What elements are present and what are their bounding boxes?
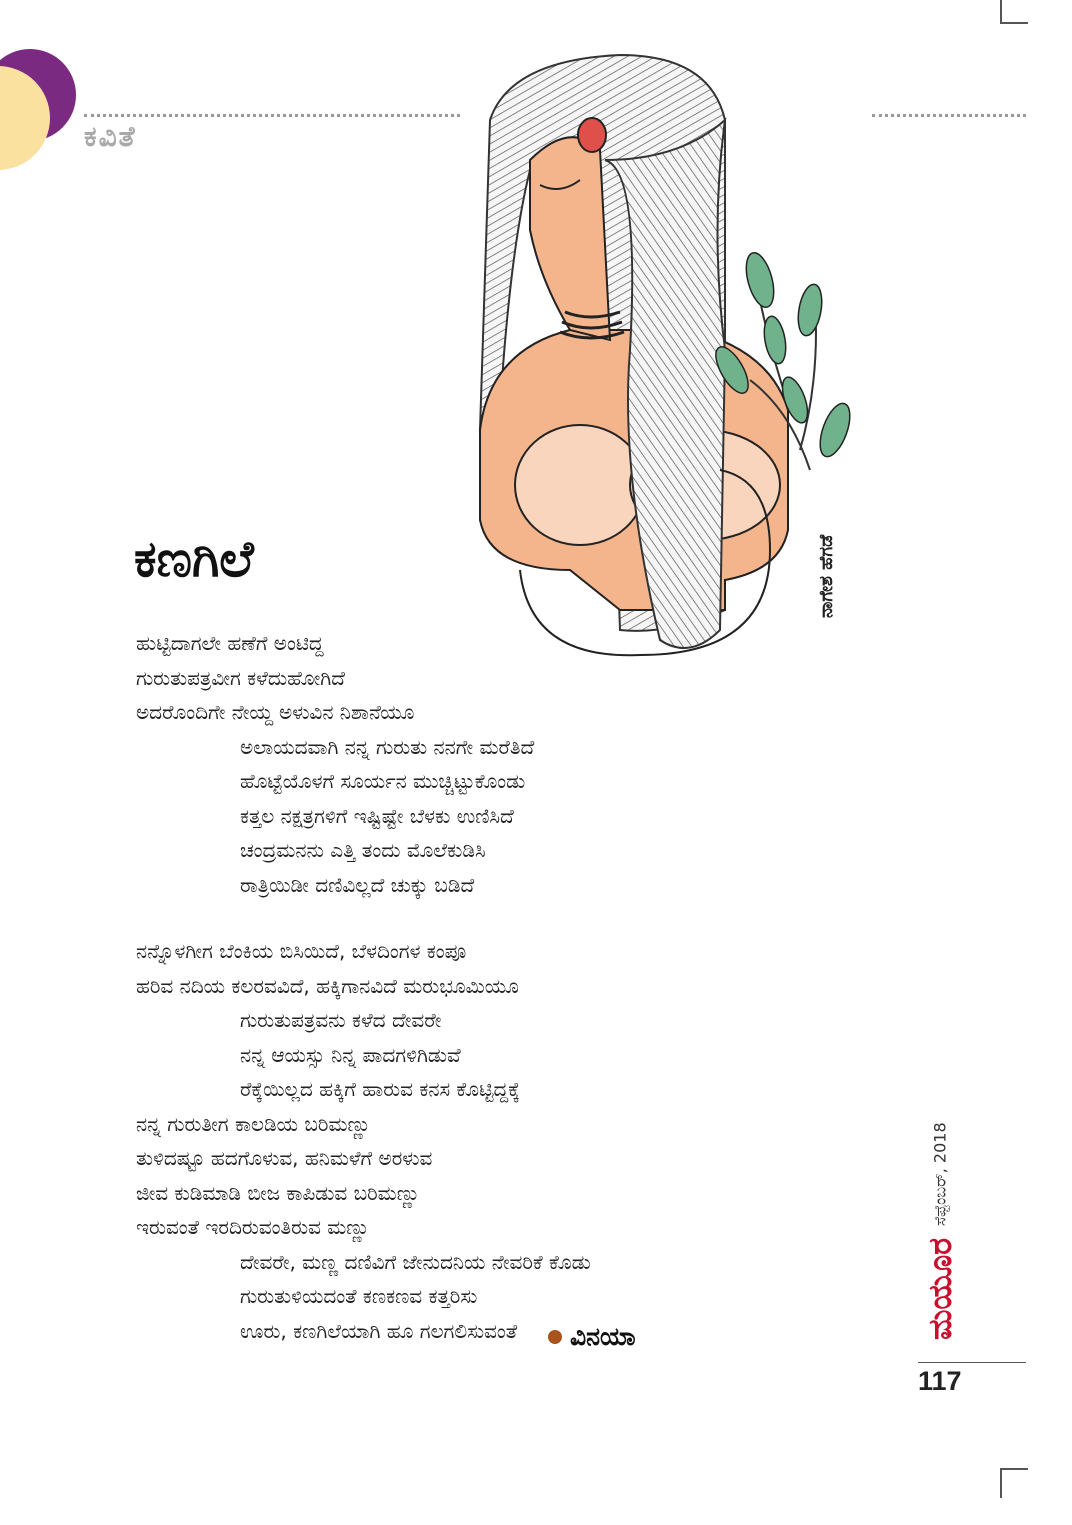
illustration <box>470 50 870 665</box>
poem-line: ಕತ್ತಲ ನಕ್ಷತ್ರಗಳಿಗೆ ಇಷ್ಟಿಷ್ಟೇ ಬೆಳಕು ಉಣಿಸಿದೆ <box>240 803 514 828</box>
poem-line: ಜೀವ ಕುಡಿಮಾಡಿ ಬೀಜ ಕಾಪಿಡುವ ಬರಿಮಣ್ಣು <box>136 1180 421 1205</box>
magazine-name: ಮಯೂರ <box>921 1237 959 1340</box>
stanza-gap <box>136 902 836 934</box>
page-number: 117 <box>918 1366 962 1396</box>
artist-credit: ನಾಗೇಶ ಹೆಗಡೆ <box>816 534 837 618</box>
poem-line: ಗುರುತುಪತ್ರವೀಗ ಕಳೆದುಹೋಗಿದೆ <box>136 665 345 690</box>
stanza-2 <box>136 934 836 1348</box>
stanza-1 <box>136 626 836 902</box>
author-name: ವಿನಯಾ <box>570 1322 636 1351</box>
poem-line: ಹರಿವ ನದಿಯ ಕಲರವವಿದೆ, ಹಕ್ಕಿಗಾನವಿದೆ ಮರುಭೂಮಿಯೂ <box>136 973 519 998</box>
poem-line: ಅದರೊಂದಿಗೇ ನೇಯ್ದ ಅಳುವಿನ ನಿಶಾನೆಯೂ <box>136 700 415 724</box>
poem-line: ಹೊಟ್ಟೆಯೊಳಗೆ ಸೂರ್ಯನ ಮುಚ್ಚಿಟ್ಟುಕೊಂಡು <box>240 769 526 793</box>
magazine-masthead <box>910 1068 970 1340</box>
poem-line: ನನ್ನೊಳಗೀಗ ಬೆಂಕಿಯ ಬಿಸಿಯಿದೆ, ಬೆಳದಿಂಗಳ ಕಂಪೂ <box>136 939 467 963</box>
header-rule-right <box>872 114 1026 117</box>
poem-line: ಅಲಾಯದವಾಗಿ ನನ್ನ ಗುರುತು ನನಗೇ ಮರೆತಿದೆ <box>240 734 535 759</box>
section-label: ಕವಿತೆ <box>84 120 137 153</box>
header-rule-left <box>84 114 460 117</box>
bullet-icon <box>548 1330 562 1344</box>
poem-line: ರೆಕ್ಕೆಯಿಲ್ಲದ ಹಕ್ಕಿಗೆ ಹಾರುವ ಕನಸ ಕೊಟ್ಟಿದ್ದಕ್ಕೆ <box>240 1077 520 1101</box>
poem-line: ಊರು, ಕಣಗಿಲೆಯಾಗಿ ಹೂ ಗಲಗಲಿಸುವಂತೆ <box>240 1318 518 1343</box>
poem-line: ರಾತ್ರಿಯಿಡೀ ದಣಿವಿಲ್ಲದೆ ಚುಕ್ಕು ಬಡಿದೆ <box>240 872 475 897</box>
poem-line: ದೇವರೇ, ಮಣ್ಣ ದಣಿವಿಗೆ ಜೇನುದನಿಯ ನೇವರಿಕೆ ಕೊಡು <box>240 1249 591 1274</box>
decorative-circles <box>0 0 90 200</box>
page-number-rule <box>918 1362 1026 1363</box>
poem-line: ಹುಟ್ಟಿದಾಗಲೇ ಹಣೆಗೆ ಅಂಟಿದ್ದ <box>136 631 324 655</box>
poem-author <box>548 1322 636 1352</box>
poem-body <box>136 626 836 1348</box>
crop-mark-top-right <box>1000 0 1028 24</box>
poem-line: ಗುರುತುಪತ್ರವನು ಕಳೆದ ದೇವರೇ <box>240 1008 442 1032</box>
crop-mark-bottom-right <box>1000 1468 1028 1498</box>
poem-line: ನನ್ನ ಆಯಸ್ಸು ನಿನ್ನ ಪಾದಗಳಿಗಿಡುವೆ <box>240 1042 461 1067</box>
issue-date: ಸೆಪ್ಟೆಂಬರ್, 2018 <box>930 1122 950 1226</box>
poem-line: ನನ್ನ ಗುರುತೀಗ ಕಾಲಡಿಯ ಬರಿಮಣ್ಣು <box>136 1111 371 1136</box>
poem-title: ಕಣಗಿಲೆ <box>134 530 254 588</box>
poem-line: ಇರುವಂತೆ ಇರದಿರುವಂತಿರುವ ಮಣ್ಣು <box>136 1215 370 1239</box>
poem-line: ತುಳಿದಷ್ಟೂ ಹದಗೊಳುವ, ಹನಿಮಳೆಗೆ ಅರಳುವ <box>136 1146 433 1170</box>
poem-line: ಚಂದ್ರಮನನು ಎತ್ತಿ ತಂದು ಮೊಲೆಕುಡಿಸಿ <box>240 838 486 862</box>
poem-line: ಗುರುತುಳಿಯದಂತೆ ಕಣಕಣವ ಕತ್ತರಿಸು <box>240 1284 478 1308</box>
